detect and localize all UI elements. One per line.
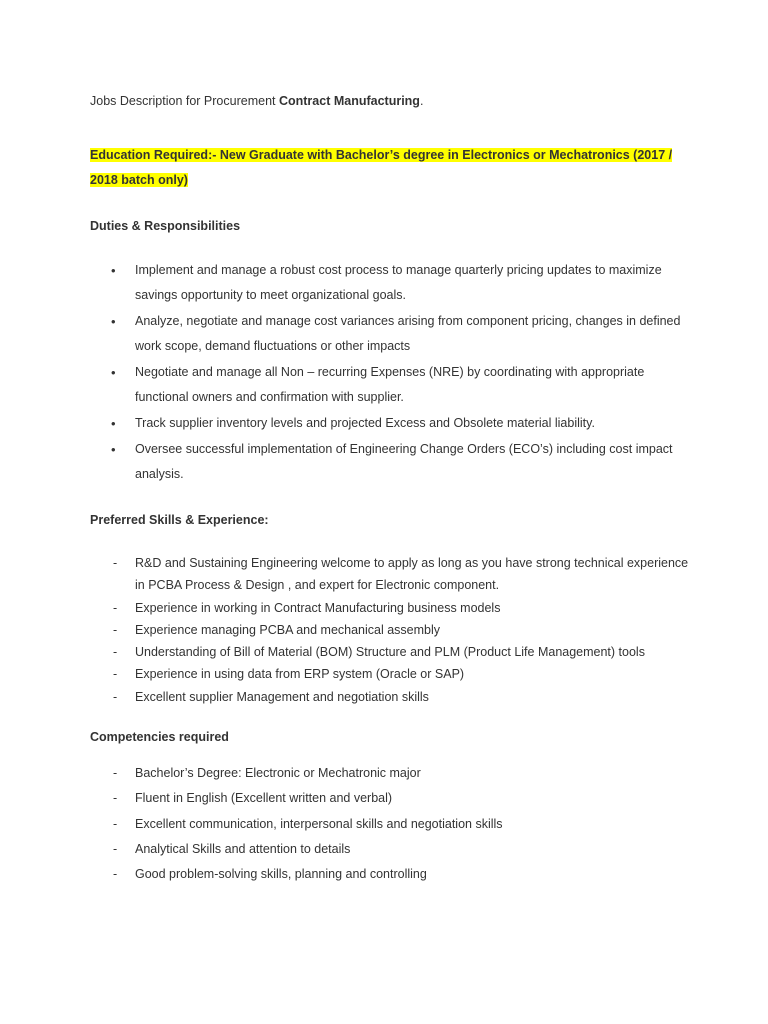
bullet-marker: • (111, 314, 116, 329)
list-item (90, 411, 690, 436)
list-item (90, 862, 690, 887)
bullet-marker: • (111, 365, 116, 380)
list-item-text: Track supplier inventory levels and projected Excess and Obsolete material liability. (135, 416, 595, 430)
education-highlighted-text: Education Required:- New Graduate with Bachelor’s degree in Electronics or Mechatronics (2017 / 2018 batch only) (90, 148, 673, 187)
dash-marker: - (113, 667, 118, 682)
list-item (90, 686, 690, 708)
list-item-text: Experience managing PCBA and mechanical assembly (135, 622, 441, 637)
list-item (90, 597, 690, 619)
list-item-text: Fluent in English (Excellent written and verbal) (135, 791, 393, 806)
list-item (90, 837, 690, 862)
bullet-marker: • (111, 263, 116, 278)
list-item-text: Good problem-solving skills, planning and controlling (135, 867, 427, 882)
list-item (90, 663, 690, 685)
duties-heading: Duties & Responsibilities (90, 219, 241, 233)
bullet-marker: • (111, 416, 116, 431)
list-item (90, 619, 690, 641)
list-item-text: Negotiate and manage all Non – recurring Expenses (NRE) by coordinating with appropriate functional owners and confirmation with supplier. (135, 365, 645, 404)
competencies-list (90, 761, 690, 887)
list-item-text: Implement and manage a robust cost process to manage quarterly pricing updates to maximize savings opportunity to meet organizational goals. (135, 263, 662, 302)
list-item-text: R&D and Sustaining Engineering welcome to apply as long as you have strong technical experience in PCBA Process & Design , and expert for Electronic component. (135, 556, 689, 593)
intro-line (90, 93, 423, 109)
list-item (90, 786, 690, 811)
education-requirement (90, 143, 690, 193)
list-item (90, 641, 690, 663)
list-item (90, 309, 690, 359)
list-item-text: Analyze, negotiate and manage cost variances arising from component pricing, changes in defined work scope, demand fluctuations or other impacts (135, 314, 681, 353)
list-item (90, 360, 690, 410)
list-item-text: Oversee successful implementation of Engineering Change Orders (ECO’s) including cost impact analysis. (135, 442, 673, 481)
list-item-text: Analytical Skills and attention to details (135, 841, 351, 856)
list-item-text: Excellent supplier Management and negotiation skills (135, 689, 429, 704)
dash-marker: - (113, 867, 118, 882)
dash-marker: - (113, 689, 118, 704)
list-item (90, 812, 690, 837)
intro-suffix: . (419, 94, 424, 108)
bullet-marker: • (111, 442, 116, 457)
dash-marker: - (113, 600, 118, 615)
duties-list (90, 258, 690, 488)
list-item (90, 761, 690, 786)
dash-marker: - (113, 816, 118, 831)
dash-marker: - (113, 766, 118, 780)
list-item (90, 552, 690, 597)
list-item-text: Understanding of Bill of Material (BOM) Structure and PLM (Product Life Management) tools (135, 645, 645, 660)
dash-marker: - (113, 841, 118, 856)
skills-list (90, 552, 690, 708)
skills-heading: Preferred Skills & Experience: (90, 513, 269, 527)
list-item-text: Experience in working in Contract Manufacturing business models (135, 600, 501, 615)
list-item-text: Excellent communication, interpersonal skills and negotiation skills (135, 816, 503, 831)
list-item (90, 258, 690, 308)
intro-prefix: Jobs Description for Procurement (90, 94, 279, 108)
intro-bold-title: Contract Manufacturing (278, 94, 420, 108)
dash-marker: - (113, 622, 118, 637)
list-item-text: Bachelor’s Degree: Electronic or Mechatronic major (135, 766, 421, 780)
competencies-heading: Competencies required (90, 730, 229, 744)
dash-marker: - (113, 645, 118, 660)
dash-marker: - (113, 556, 118, 570)
list-item (90, 437, 690, 487)
list-item-text: Experience in using data from ERP system (Oracle or SAP) (135, 667, 465, 682)
dash-marker: - (113, 791, 118, 806)
